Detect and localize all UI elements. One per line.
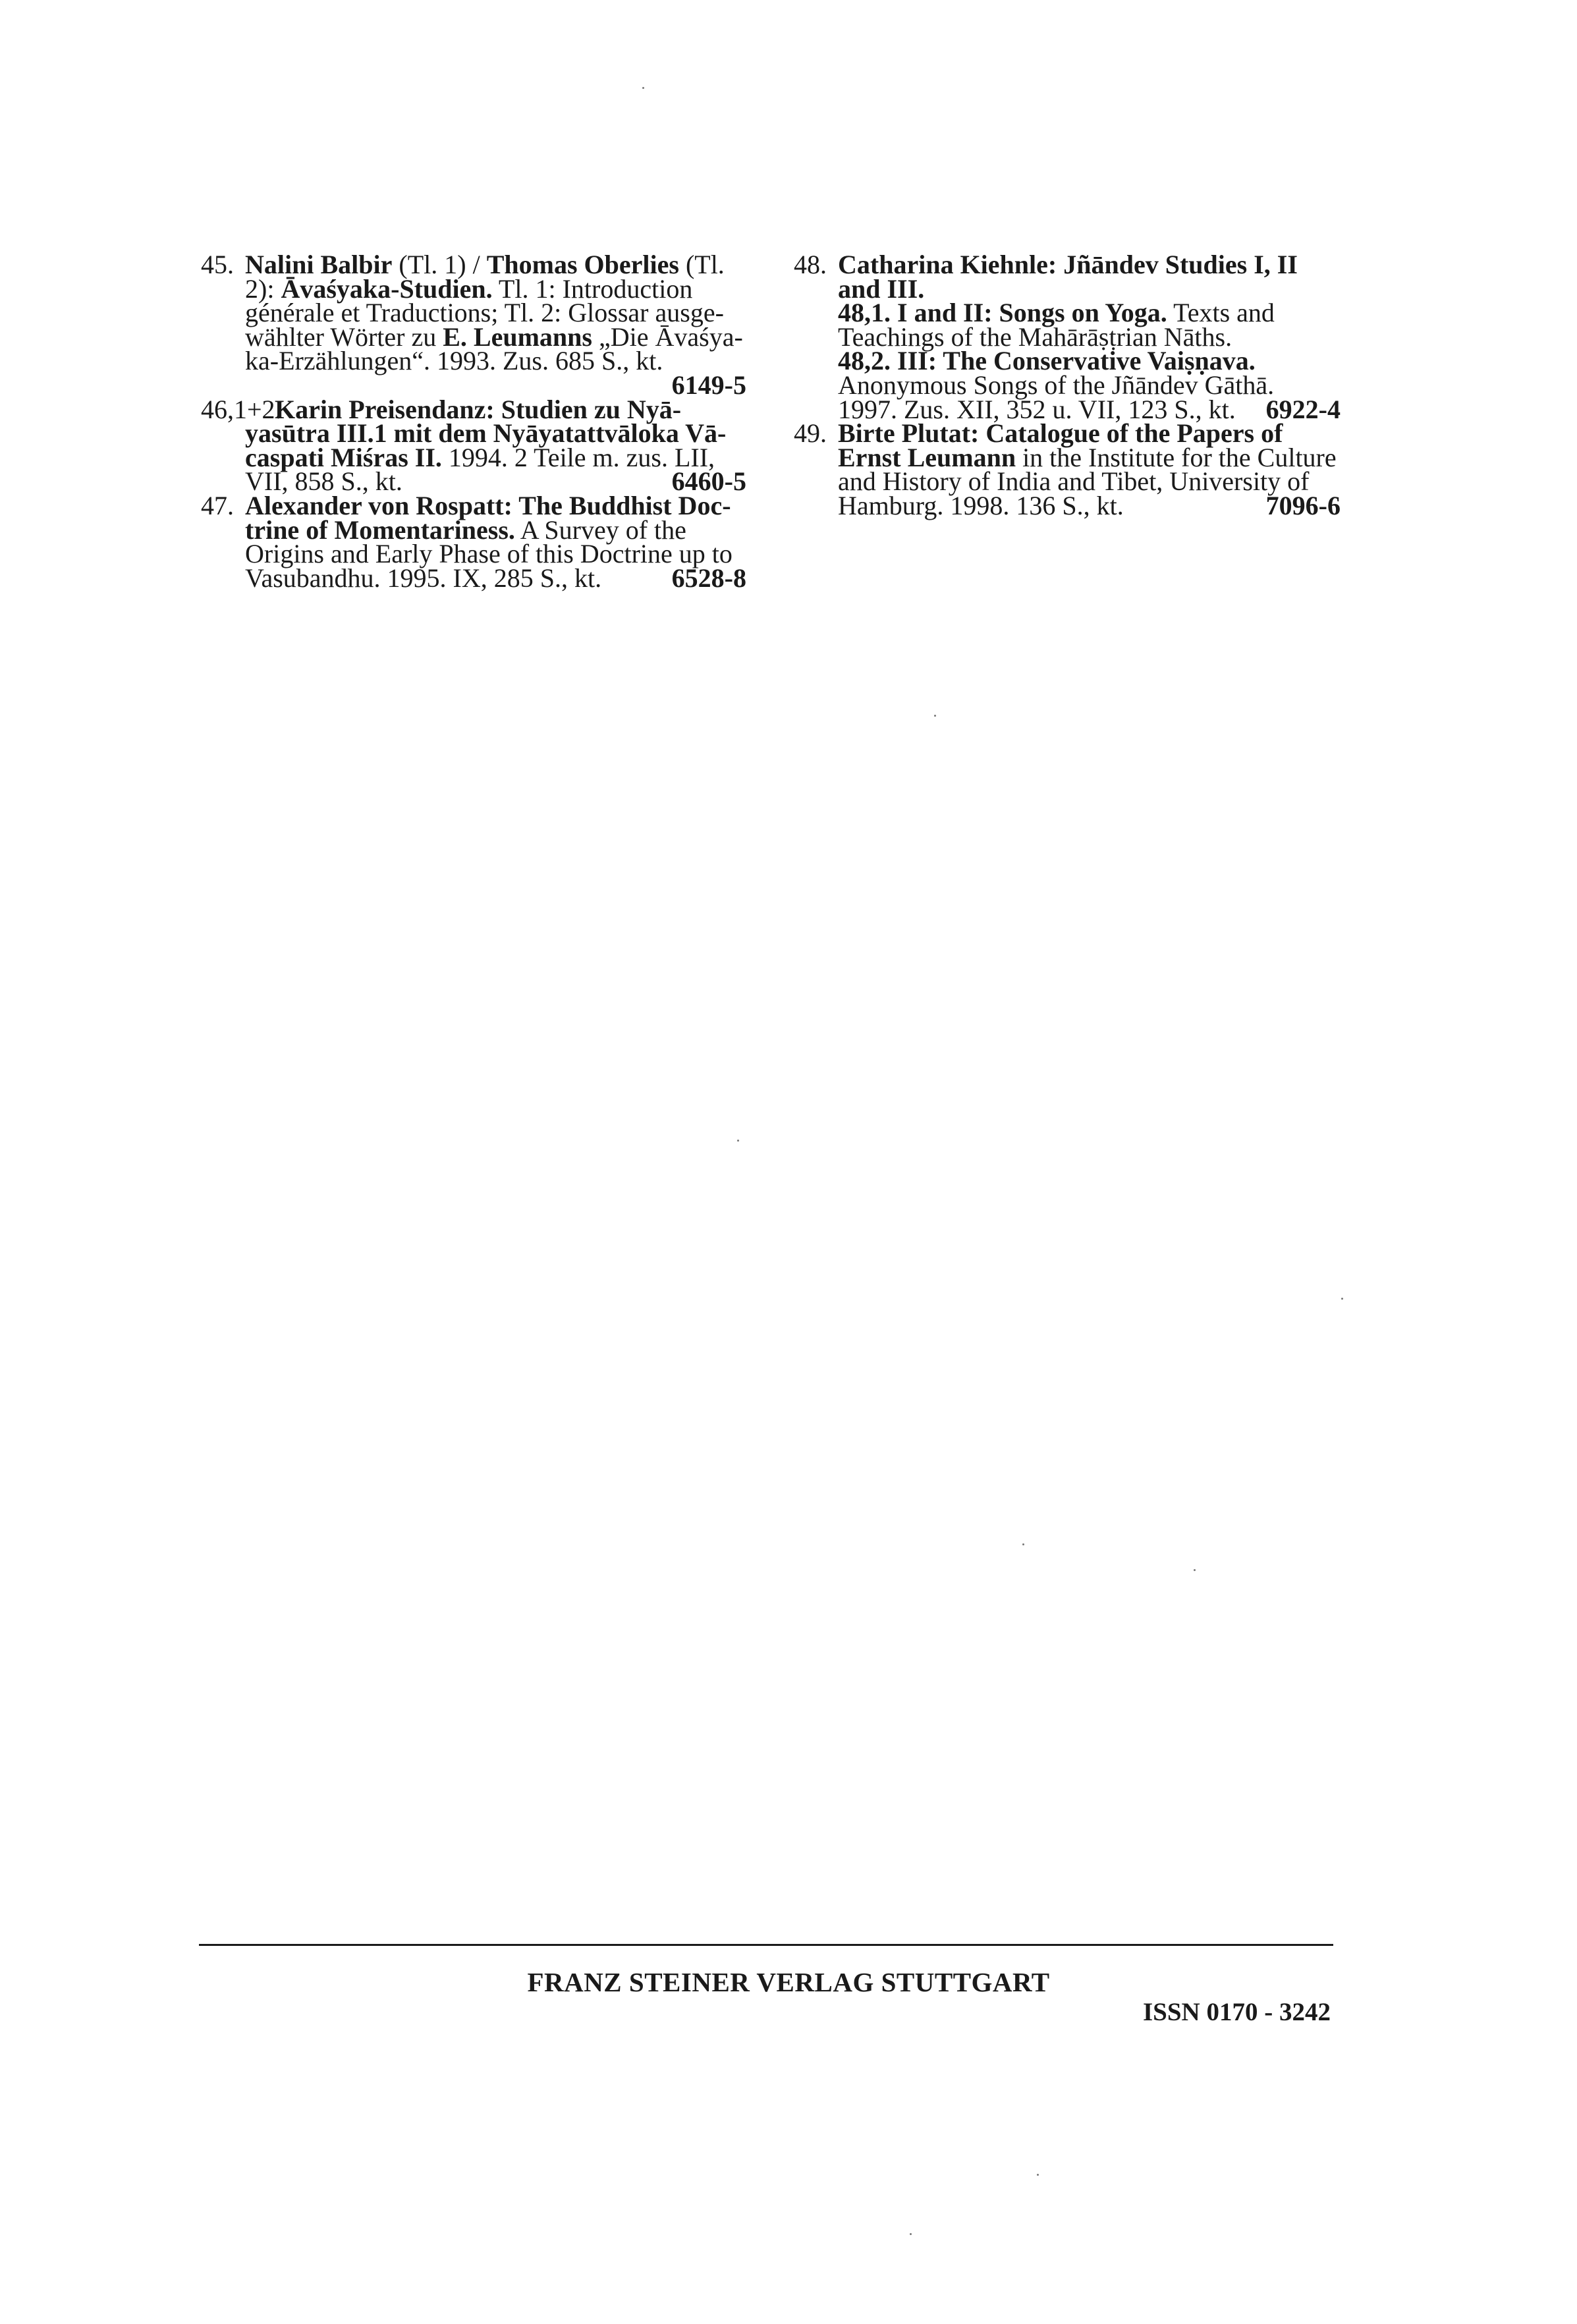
order-code: 7096-6 (1265, 490, 1341, 520)
order-code: 6528-8 (671, 563, 746, 593)
catalogue-entry-46 (201, 394, 746, 497)
entry-line: wählter Wörter zu E. Leumanns „Die Āvaśya- (245, 321, 743, 352)
sub-entry-line: Anonymous Songs of the Jñāndev Gāthā. (838, 370, 1275, 400)
scan-speck (737, 1140, 739, 1142)
scan-speck (1341, 1298, 1343, 1300)
issn-number: ISSN 0170 - 3242 (1143, 1998, 1331, 2026)
entry-line: 1997. Zus. XII, 352 u. VII, 123 S., kt. 6922-4 (838, 394, 1341, 424)
entry-number: 49. (794, 418, 827, 449)
author-name: E. Leumanns (443, 321, 592, 352)
book-title: trine of Momentariness. (245, 514, 515, 545)
entry-number: 47. (201, 490, 234, 520)
author-name: Ernst Leumann (838, 442, 1016, 472)
book-title: Āvaśyaka-Studien. (281, 273, 493, 304)
entry-number: 45. (201, 250, 234, 279)
entry-line: Hamburg. 1998. 136 S., kt. 7096-6 (838, 490, 1341, 520)
entry-line: Ernst Leumann in the Institute for the Culture (838, 442, 1337, 472)
catalogue-entry-49 (794, 418, 1341, 520)
author-name: Thomas Oberlies (486, 250, 679, 279)
book-title: Catharina Kiehnle: Jñāndev Studies I, II (838, 250, 1298, 279)
catalogue-entry-45 (201, 250, 746, 400)
order-code: 6149-5 (671, 370, 746, 400)
entry-number: 48. (794, 250, 827, 279)
entry-number: 46,1+2. (201, 394, 282, 424)
book-title: Birte Plutat: Catalogue of the Papers of (838, 418, 1283, 449)
entry-line: caspati Miśras II. 1994. 2 Teile m. zus. LII, (245, 442, 715, 472)
book-title: Karin Preisendanz: Studien zu Nyā- (275, 394, 682, 424)
entry-line: générale et Traductions; Tl. 2: Glossar ausge- (245, 298, 724, 328)
entry-line: VII, 858 S., kt. 6460-5 (245, 466, 746, 497)
entry-line: Vasubandhu. 1995. IX, 285 S., kt. 6528-8 (245, 563, 746, 593)
book-title: caspati Miśras II. (245, 442, 442, 472)
right-column (794, 250, 1341, 520)
book-title: yasūtra III.1 mit dem Nyāyatattvāloka Vā- (245, 418, 727, 449)
scan-speck (910, 2233, 912, 2235)
publisher-name: FRANZ STEINER VERLAG STUTTGART (527, 1967, 1050, 1997)
left-column (201, 250, 746, 593)
scan-speck (642, 87, 644, 89)
scan-speck (1022, 1543, 1024, 1545)
order-code: 6922-4 (1265, 394, 1341, 424)
entry-line: ka-Erzählungen“. 1993. Zus. 685 S., kt. (245, 346, 663, 376)
entry-line: and History of India and Tibet, University of (838, 466, 1310, 497)
entry-line: 2): Āvaśyaka-Studien. Tl. 1: Introduction (245, 273, 693, 304)
scan-speck (934, 715, 936, 717)
sub-volume-title: 48,2. III: The Conservative Vaiṣṇava. (838, 346, 1256, 376)
book-title: Alexander von Rospatt: The Buddhist Doc- (245, 490, 731, 520)
footer-rule (199, 1944, 1333, 1946)
order-code: 6460-5 (671, 466, 746, 497)
catalogue-entry-48 (794, 250, 1341, 424)
sub-entry-line: Teachings of the Mahārāṣṭrian Nāths. (838, 321, 1232, 352)
scan-speck (1037, 2174, 1039, 2176)
author-name: Nalini Balbir (245, 250, 393, 279)
catalogue-entry-47 (201, 490, 746, 593)
sub-volume-title: 48,1. I and II: Songs on Yoga. (838, 298, 1167, 328)
sub-entry-line: 48,1. I and II: Songs on Yoga. Texts and (838, 298, 1275, 328)
entry-line: trine of Momentariness. A Survey of the (245, 514, 686, 545)
book-title: and III. (838, 273, 925, 304)
scan-speck (1194, 1569, 1196, 1571)
entry-line: Origins and Early Phase of this Doctrine up to (245, 539, 733, 569)
entry-line: Nalini Balbir (Tl. 1) / Thomas Oberlies (Tl. (245, 250, 725, 279)
